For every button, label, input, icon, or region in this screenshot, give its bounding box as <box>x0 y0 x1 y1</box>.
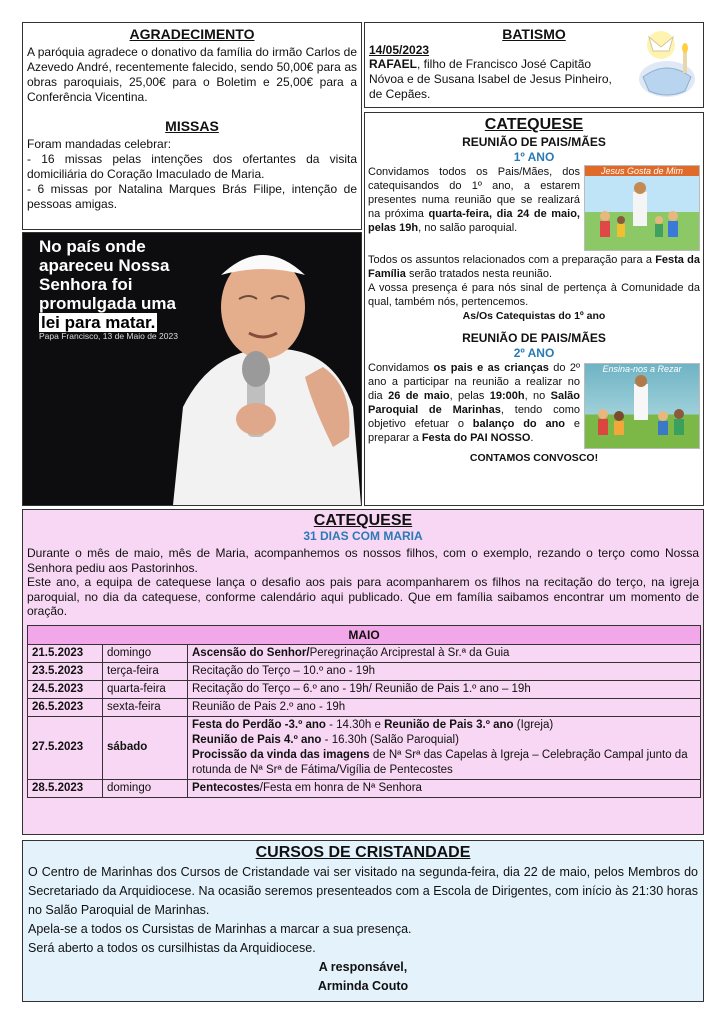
pope-poster <box>22 232 362 506</box>
reuniao-1-heading: REUNIÃO DE PAIS/MÃES <box>462 135 606 149</box>
event-text: (Igreja) <box>513 718 554 731</box>
day-cell: terça-feira <box>103 662 188 680</box>
cursos-signature-name: Arminda Couto <box>317 979 409 993</box>
calendar-table <box>27 625 701 798</box>
reuniao-1-text: Convidamos todos os Pais/Mães, dos catequisandos do 1º ano, a estarem presentes numa reunião que se realizará na próxima <box>368 166 580 220</box>
children-praying-icon <box>585 374 697 444</box>
poster-line: Senhora foi <box>39 275 133 294</box>
day-cell: quarta-feira <box>103 680 188 698</box>
cursos-text: Apela-se a todos os Cursistas de Marinhas a marcar a sua presença. <box>28 922 412 936</box>
reuniao-2-heading: REUNIÃO DE PAIS/MÃES <box>462 331 606 345</box>
date-cell: 23.5.2023 <box>28 662 103 680</box>
missas-item: - 6 missas por Natalina Marques Brás Filipe, intenção de pessoas amigas. <box>27 182 357 211</box>
reuniao-1-text: serão tratados nesta reunião. <box>405 268 553 280</box>
day-cell: domingo <box>103 644 188 662</box>
reuniao-2-text: , no <box>524 390 551 402</box>
batismo-name: RAFAEL <box>369 57 417 71</box>
ensina-nos-a-rezar-image <box>584 363 700 449</box>
agradecimento-text: A paróquia agradece o donativo da família do irmão Carlos de Azevedo André, recentemente falecido, sendo 50,00€ para as obras paroquiais, 25,00€ para o Boletim e 25,00€ para a Conferência Vicentina. <box>27 45 357 104</box>
reuniao-2-text: , pelas <box>449 390 490 402</box>
date-cell: 27.5.2023 <box>28 716 103 779</box>
month-header: MAIO <box>28 625 701 644</box>
catequese-title: CATEQUESE <box>484 116 584 133</box>
reuniao-2-ano: 2º ANO <box>513 346 555 360</box>
date-cell: 26.5.2023 <box>28 698 103 716</box>
reuniao-2-bold: 26 de maio <box>388 390 450 402</box>
reuniao-1-signature: As/Os Catequistas do 1º ano <box>462 310 606 322</box>
festa-familia: Festa da Família <box>368 254 700 280</box>
pope-portrait-icon <box>173 237 361 505</box>
catequese-box <box>364 112 704 506</box>
poster-line: No país onde <box>39 237 146 256</box>
missas-title: MISSAS <box>165 118 219 134</box>
reuniao-1-text: Todos os assuntos relacionados com a preparação para a <box>368 254 656 266</box>
dias-subtitle: 31 DIAS COM MARIA <box>303 529 423 543</box>
event-bold: Reunião de Pais 3.º ano <box>384 718 514 731</box>
agradecimento-box <box>22 22 362 230</box>
poster-highlight: lei para matar. <box>41 313 156 332</box>
children-illustration-icon <box>585 176 697 246</box>
poster-line: promulgada uma <box>39 294 176 313</box>
event-text: Recitação do Terço – 6.º ano - 19h/ Reunião de Pais 1.º ano – 19h <box>188 680 701 698</box>
reuniao-2-text: Convidamos <box>368 362 434 374</box>
trinta-um-dias-box <box>22 509 704 835</box>
cursos-text: Será aberto a todos os cursilhistas da Arquidiocese. <box>28 941 316 955</box>
dias-text: Durante o mês de maio, mês de Maria, acompanhemos os nossos filhos, com o exemplo, rezando o terço como Nossa Senhora pediu aos Pastorinhos. <box>27 546 699 575</box>
table-row <box>28 644 701 662</box>
reuniao-2-bold: 19:00h <box>489 390 525 402</box>
reuniao-2-bold: Festa do PAI NOSSO <box>421 432 531 444</box>
day-cell: sábado <box>103 716 188 779</box>
batismo-title: BATISMO <box>502 26 566 42</box>
event-text: - 16.30h (Salão Paroquial) <box>321 733 459 746</box>
table-row <box>28 698 701 716</box>
reuniao-1-ano: 1º ANO <box>513 150 555 164</box>
baptism-icon <box>635 29 699 101</box>
date-cell: 28.5.2023 <box>28 779 103 797</box>
reuniao-2-bold: os pais e as crianças <box>433 362 549 374</box>
reuniao-2-text: e preparar a <box>368 418 580 444</box>
cursos-box <box>22 840 704 1002</box>
day-cell: sexta-feira <box>103 698 188 716</box>
table-row <box>28 716 701 779</box>
reuniao-2-bold: balanço do ano <box>472 418 566 430</box>
event-text: Peregrinação Arciprestal à Sr.ª da Guia <box>309 646 510 659</box>
batismo-text: , filho de Francisco José Capitão Nóvoa e de Susana Isabel de Jesus Pinheiro, de Cepães. <box>369 57 612 101</box>
table-row <box>28 680 701 698</box>
image-caption: Jesus Gosta de Mim <box>585 166 699 176</box>
cursos-signature: A responsável, <box>318 960 408 974</box>
reuniao-1-text: A vossa presença é para nós sinal de pertença à Comunidade da qual, também nós, pertencemos. <box>368 282 700 308</box>
reuniao-1-text: , no salão paroquial. <box>418 222 518 234</box>
event-bold: Ascensão do Senhor/ <box>192 646 310 659</box>
poster-line: apareceu Nossa <box>39 256 170 275</box>
batismo-box <box>364 22 704 108</box>
reuniao-2-text: do 2º ano a participar na reunião a realizar no dia <box>368 362 580 402</box>
event-text: de Nª Srª das Capelas à Igreja – Celebração Campal junto da rotunda de Nª Srª de Fátima/Vigília de Pentecostes <box>192 748 688 776</box>
event-text: Reunião de Pais 2.º ano - 19h <box>188 698 701 716</box>
table-row <box>28 662 701 680</box>
jesus-gosta-de-mim-image <box>584 165 700 251</box>
dias-title: CATEQUESE <box>313 512 413 529</box>
reuniao-1-date: quarta-feira, dia 24 de maio, pelas 19h <box>368 208 580 234</box>
event-bold: Pentecostes <box>192 781 260 794</box>
date-cell: 21.5.2023 <box>28 644 103 662</box>
event-text: Recitação do Terço – 10.º ano - 19h <box>188 662 701 680</box>
image-caption: Ensina-nos a Rezar <box>602 364 682 374</box>
day-cell: domingo <box>103 779 188 797</box>
missas-intro: Foram mandadas celebrar: <box>27 137 172 151</box>
cursos-text: O Centro de Marinhas dos Cursos de Cristandade vai ser visitado na segunda-feira, dia 22 de maio, pelos Membros do Secretariado da Arquidiocese. Na ocasião seremos presenteados com a Escola de Dirigentes, com início às 21:30 horas no Salão Paroquial de Marinhas. <box>28 865 698 917</box>
reuniao-2-text: , tendo como objetivo efetuar o <box>368 404 580 430</box>
event-text: /Festa em honra de Nª Senhora <box>259 781 422 794</box>
dias-text: Este ano, a equipa de catequese lança o desafio aos pais para acompanharem os filhos na recitação do terço, na igreja paroquial, no dia da catequese, conforme calendário aqui publicado. Que em família saibamos encontrar um momento de oração. <box>27 575 699 618</box>
event-bold: Festa do Perdão -3.º ano <box>192 718 326 731</box>
event-bold: Reunião de Pais 4.º ano <box>192 733 322 746</box>
missas-item: - 16 missas pelas intenções dos ofertantes da visita domiciliária do Coração Imaculado de Maria. <box>27 152 357 181</box>
agradecimento-title: AGRADECIMENTO <box>129 26 255 42</box>
reuniao-2-bold: Salão Paroquial de Marinhas <box>368 390 580 416</box>
batismo-date: 14/05/2023 <box>369 43 430 57</box>
reuniao-2-signature: CONTAMOS CONVOSCO! <box>469 452 599 464</box>
reuniao-2-text: . <box>530 432 534 444</box>
event-text: - 14.30h e <box>325 718 385 731</box>
event-bold: Procissão da vinda das imagens <box>192 748 370 761</box>
cursos-title: CURSOS DE CRISTANDADE <box>255 844 471 861</box>
poster-caption: Papa Francisco, 13 de Maio de 2023 <box>39 331 178 341</box>
table-row <box>28 779 701 797</box>
date-cell: 24.5.2023 <box>28 680 103 698</box>
